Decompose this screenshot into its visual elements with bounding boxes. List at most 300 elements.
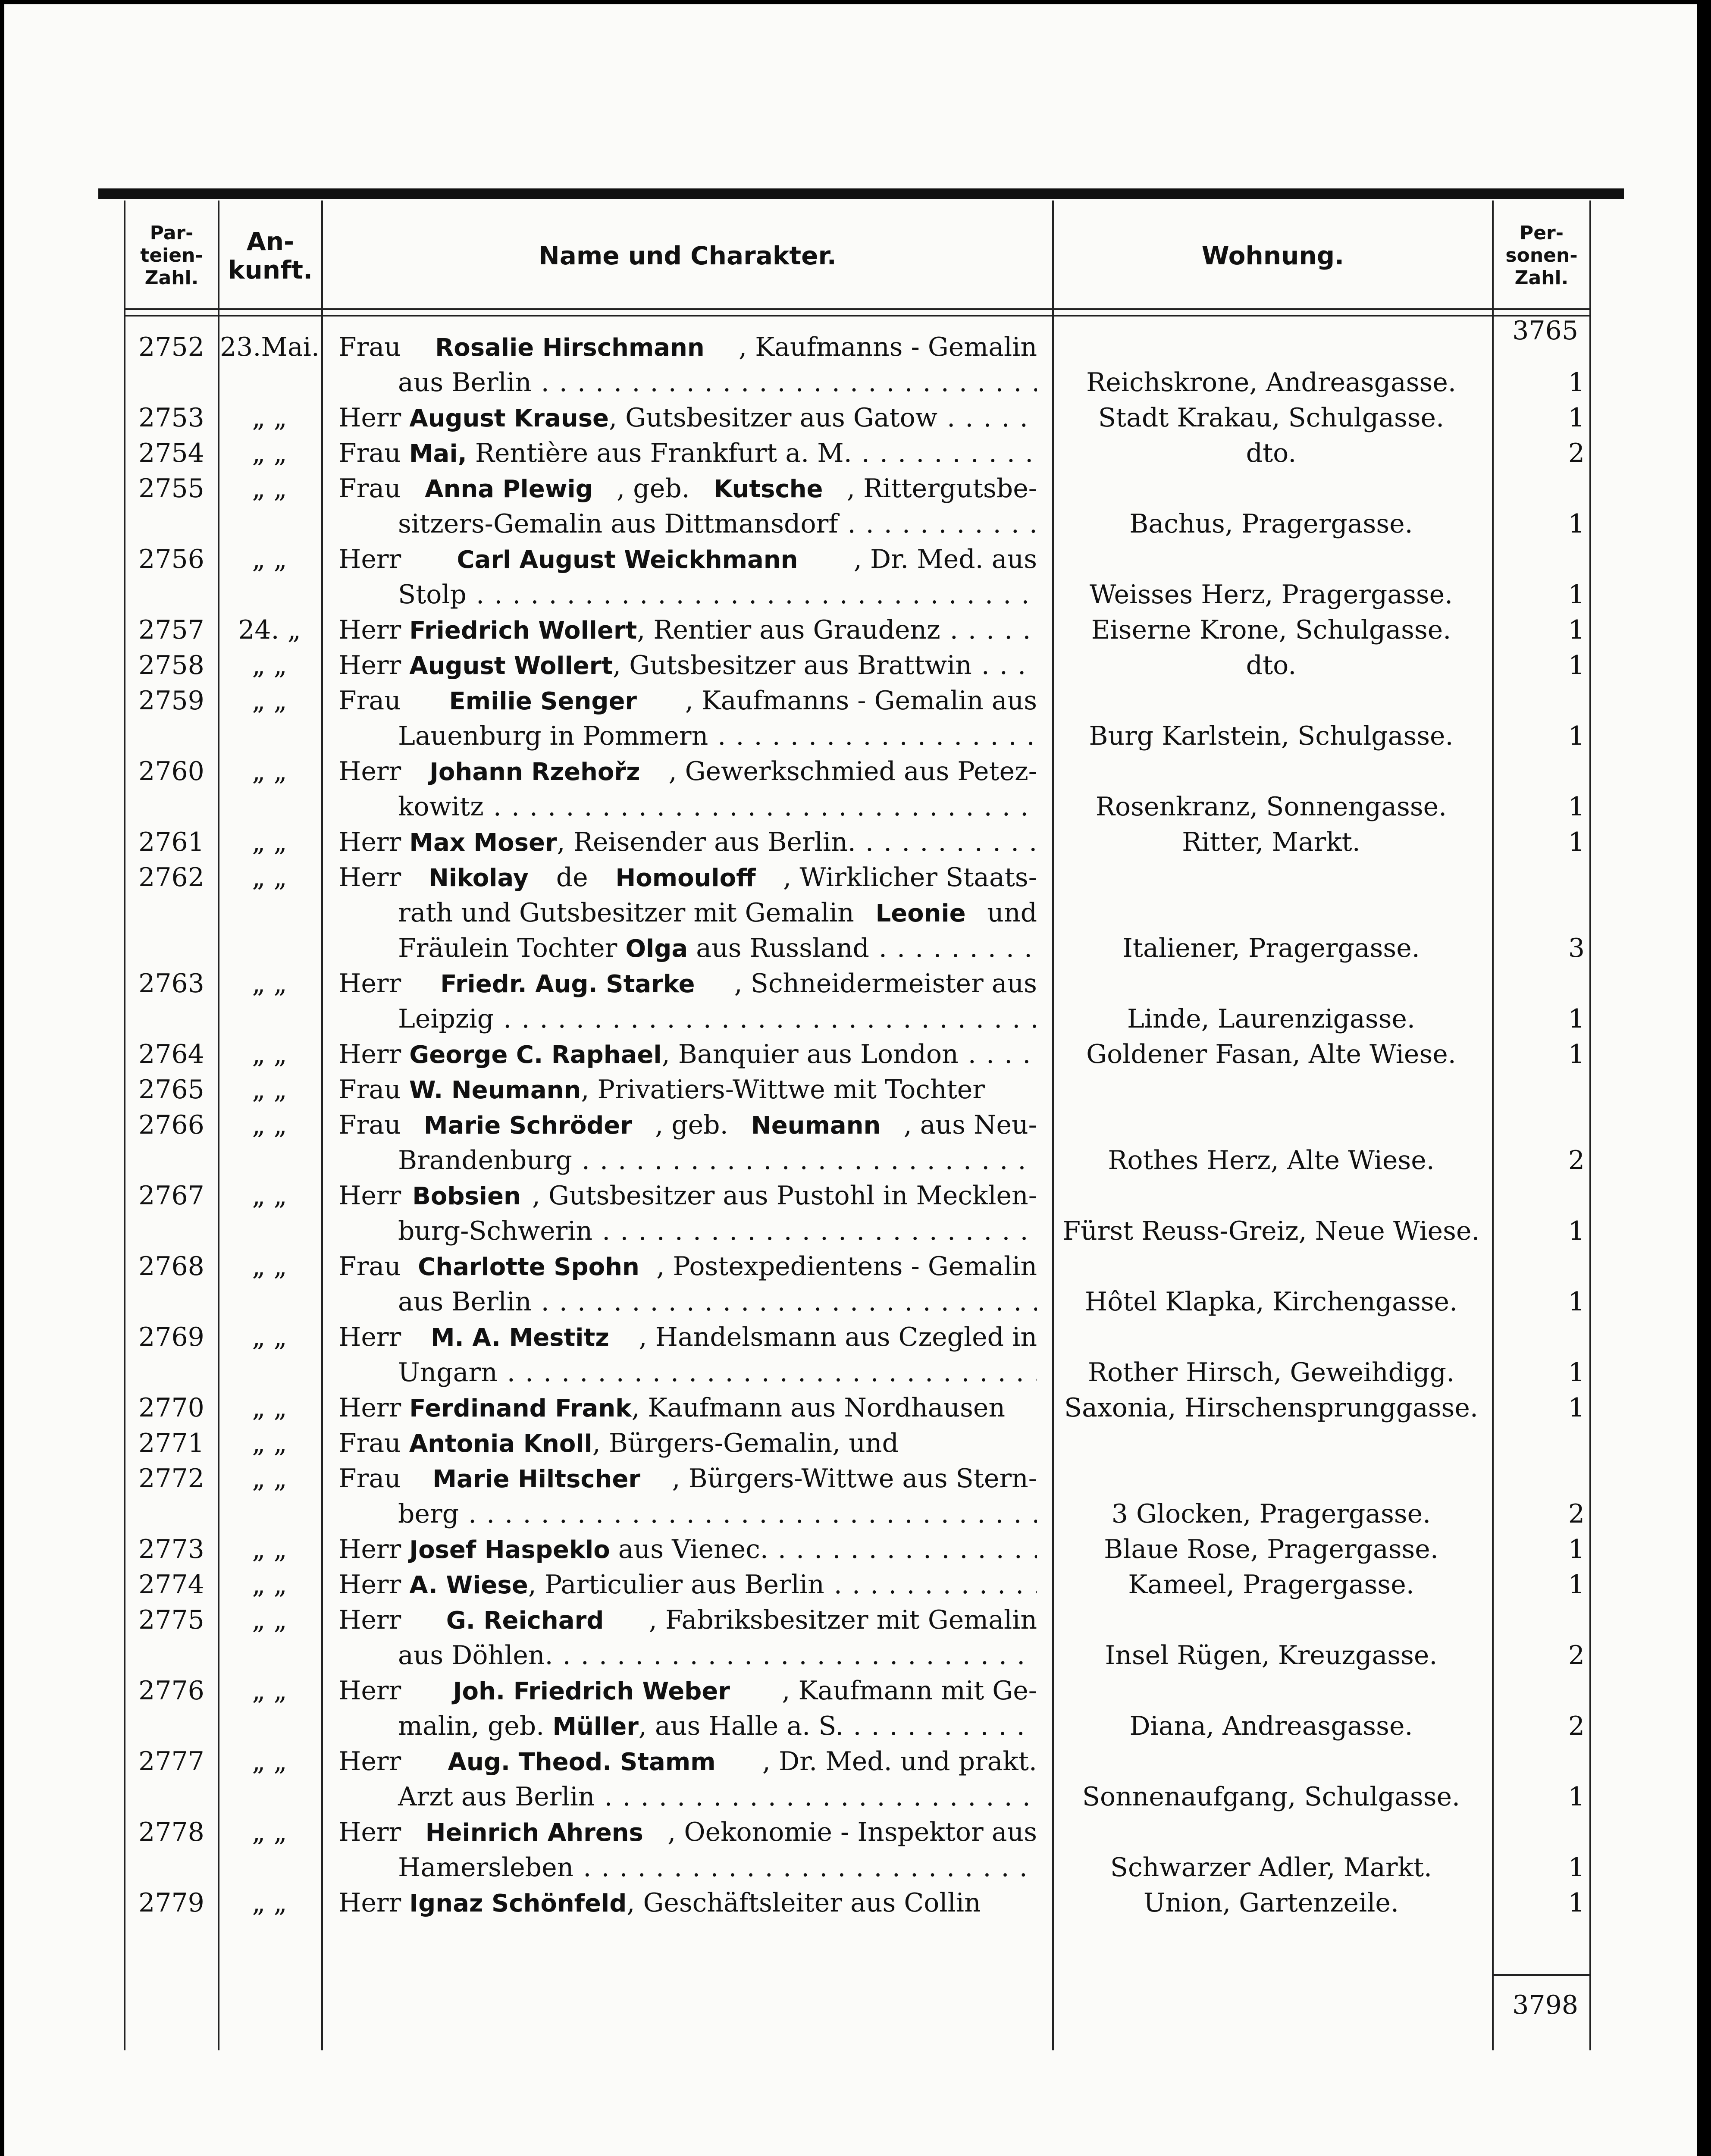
residence: Fürst Reuss-Greiz, Neue Wiese. xyxy=(1062,1216,1480,1246)
name-line xyxy=(338,612,1037,648)
ledger-row xyxy=(4,1072,1697,1107)
name-line xyxy=(338,1779,1037,1814)
ledger-row xyxy=(4,400,1697,436)
name-text: Herr xyxy=(338,862,401,893)
person-count: 1 xyxy=(1568,1039,1585,1069)
name-text: , Gewerkschmied aus Petez- xyxy=(668,756,1037,787)
name-text: , Fabriksbesitzer mit Gemalin xyxy=(649,1605,1037,1635)
name-text: Fräulein Tochter xyxy=(398,933,626,963)
name-text: kowitz xyxy=(398,792,484,822)
person-name: Heinrich Ahrens xyxy=(425,1819,643,1847)
name-text: Herr xyxy=(338,650,410,680)
name-text: , Kaufmann aus Nordhausen xyxy=(631,1393,1006,1423)
ledger-row xyxy=(4,1885,1697,1921)
name-line xyxy=(338,365,1037,400)
name-character xyxy=(338,436,1037,471)
party-number: 2768 xyxy=(138,1251,204,1282)
arrival-date: „ „ xyxy=(252,1110,287,1140)
person-name: Charlotte Spohn xyxy=(418,1253,639,1281)
name-text: , Dr. Med. und prakt. xyxy=(762,1746,1037,1777)
residence: Burg Karlstein, Schulgasse. xyxy=(1089,721,1454,751)
header-personen: Per- sonen- Zahl. xyxy=(1505,222,1578,289)
party-number: 2766 xyxy=(138,1110,204,1140)
name-text: Herr xyxy=(338,1181,401,1211)
name-line xyxy=(338,1107,1037,1143)
name-text: Herr xyxy=(338,1322,401,1352)
name-text: aus Berlin xyxy=(398,367,532,398)
arrival-date: „ „ xyxy=(252,1428,287,1458)
person-count: 2 xyxy=(1568,1711,1585,1741)
person-name: George C. Raphael xyxy=(409,1041,662,1069)
name-line xyxy=(338,436,1037,471)
ledger-row xyxy=(4,1744,1697,1814)
name-text: de xyxy=(556,862,588,893)
person-name: Neumann xyxy=(751,1112,881,1140)
person-count: 1 xyxy=(1568,721,1585,751)
person-count: 2 xyxy=(1568,438,1585,468)
name-text: Frau xyxy=(338,438,409,468)
arrival-date: „ „ xyxy=(252,1746,287,1777)
name-character xyxy=(338,1602,1037,1673)
name-text: rath und Gutsbesitzer mit Gemalin xyxy=(398,898,854,928)
name-text: , Privatiers-Wittwe mit Tochter xyxy=(581,1075,985,1105)
arrival-date: „ „ xyxy=(252,1888,287,1918)
party-number: 2764 xyxy=(138,1039,204,1069)
ledger-row xyxy=(4,436,1697,471)
ledger-row xyxy=(4,612,1697,648)
name-text: Herr xyxy=(338,1039,410,1069)
party-number: 2752 xyxy=(138,332,204,362)
ledger-row xyxy=(4,542,1697,612)
party-number: 2779 xyxy=(138,1888,204,1918)
name-line xyxy=(338,824,1037,860)
name-line xyxy=(338,506,1037,542)
name-text: aus Russland xyxy=(688,933,869,963)
ledger-row xyxy=(4,1461,1697,1532)
residence: Sonnenaufgang, Schulgasse. xyxy=(1082,1782,1460,1812)
person-count: 2 xyxy=(1568,1499,1585,1529)
party-number: 2755 xyxy=(138,473,204,504)
arrival-date: „ „ xyxy=(252,1570,287,1600)
name-text: , aus Halle a. S. xyxy=(638,1711,844,1741)
name-character xyxy=(338,1390,1037,1426)
party-number: 2772 xyxy=(138,1463,204,1494)
person-name: Friedrich Wollert xyxy=(409,617,637,645)
residence: Insel Rügen, Kreuzgasse. xyxy=(1105,1640,1438,1670)
name-text: Herr xyxy=(338,1888,410,1918)
residence: 3 Glocken, Pragergasse. xyxy=(1111,1499,1431,1529)
person-name: Bobsien xyxy=(412,1182,521,1210)
name-text: Herr xyxy=(338,403,410,433)
person-name: Homouloff xyxy=(615,864,756,892)
name-line xyxy=(338,1001,1037,1037)
name-text: , geb. xyxy=(617,473,690,504)
name-text: Herr xyxy=(338,615,410,645)
arrival-date: „ „ xyxy=(252,650,287,680)
ledger-row xyxy=(4,471,1697,542)
ledger-row xyxy=(4,1249,1697,1319)
person-count: 1 xyxy=(1568,792,1585,822)
arrival-date: „ „ xyxy=(252,1534,287,1564)
party-number: 2757 xyxy=(138,615,204,645)
name-text: Arzt aus Berlin xyxy=(398,1782,595,1812)
name-line xyxy=(338,1355,1037,1390)
name-line xyxy=(338,329,1037,365)
person-count: 1 xyxy=(1568,1287,1585,1317)
residence: Diana, Andreasgasse. xyxy=(1129,1711,1413,1741)
residence: Bachus, Pragergasse. xyxy=(1129,509,1413,539)
name-line xyxy=(338,718,1037,754)
name-line xyxy=(338,577,1037,612)
header-rule-1 xyxy=(124,308,1591,310)
residence: Kameel, Pragergasse. xyxy=(1128,1570,1414,1600)
name-text: Herr xyxy=(338,1605,401,1635)
party-number: 2774 xyxy=(138,1570,204,1600)
person-name: Nikolay xyxy=(428,864,529,892)
person-count: 1 xyxy=(1568,1393,1585,1423)
ledger-row xyxy=(4,329,1697,400)
person-name: Antonia Knoll xyxy=(409,1430,592,1458)
name-character xyxy=(338,1072,1037,1107)
name-character xyxy=(338,860,1037,966)
name-line xyxy=(338,1390,1037,1426)
name-text: Frau xyxy=(338,332,401,362)
residence: Union, Gartenzeile. xyxy=(1143,1888,1399,1918)
person-name: Friedr. Aug. Starke xyxy=(440,970,695,998)
ledger-row xyxy=(4,1673,1697,1744)
residence: Reichskrone, Andreasgasse. xyxy=(1086,367,1456,398)
arrival-date: „ „ xyxy=(252,1322,287,1352)
name-text: Herr xyxy=(338,1746,401,1777)
name-text: , aus Neu- xyxy=(903,1110,1037,1140)
name-text: Hamersleben xyxy=(398,1852,574,1883)
name-character xyxy=(338,471,1037,542)
name-line xyxy=(338,1178,1037,1213)
name-text: Frau xyxy=(338,1428,409,1458)
name-text: , Gutsbesitzer aus Pustohl in Mecklen- xyxy=(532,1181,1037,1211)
name-line xyxy=(338,1072,1037,1107)
name-text: sitzers-Gemalin aus Dittmansdorf xyxy=(398,509,838,539)
party-number: 2769 xyxy=(138,1322,204,1352)
person-name: August Krause xyxy=(409,404,609,432)
arrival-date: „ „ xyxy=(252,1817,287,1847)
residence: Blaue Rose, Pragergasse. xyxy=(1104,1534,1438,1564)
party-number: 2753 xyxy=(138,403,204,433)
person-count: 1 xyxy=(1568,1888,1585,1918)
residence: Rosenkranz, Sonnengasse. xyxy=(1095,792,1447,822)
name-line xyxy=(338,648,1037,683)
person-name: Joh. Friedrich Weber xyxy=(453,1677,730,1705)
name-character xyxy=(338,1107,1037,1178)
party-number: 2777 xyxy=(138,1746,204,1777)
name-text: , Oekonomie - Inspektor aus xyxy=(667,1817,1037,1847)
name-text: , Geschäftsleiter aus Collin xyxy=(627,1888,981,1918)
party-number: 2767 xyxy=(138,1181,204,1211)
person-name: Anna Plewig xyxy=(425,475,593,503)
header-ankunft: An- kunft. xyxy=(228,226,313,285)
ledger-row xyxy=(4,1319,1697,1390)
arrival-date: „ „ xyxy=(252,827,287,857)
party-number: 2771 xyxy=(138,1428,204,1458)
name-text: Frau xyxy=(338,686,401,716)
person-name: Müller xyxy=(552,1713,639,1741)
residence: Weisses Herz, Pragergasse. xyxy=(1089,580,1453,610)
name-text: Frau xyxy=(338,1075,409,1105)
name-text: Herr xyxy=(338,1393,410,1423)
name-text: , Bürgers-Gemalin, und xyxy=(592,1428,899,1458)
name-text: Ungarn xyxy=(398,1357,498,1388)
name-line xyxy=(338,1814,1037,1850)
person-name: Rosalie Hirschmann xyxy=(435,334,705,362)
residence: Italiener, Pragergasse. xyxy=(1122,933,1420,963)
name-line xyxy=(338,754,1037,789)
arrival-date: „ „ xyxy=(252,438,287,468)
ledger-row xyxy=(4,1602,1697,1673)
name-text: Herr xyxy=(338,1570,410,1600)
ledger-row xyxy=(4,1037,1697,1072)
person-name: Carl August Weickhmann xyxy=(457,546,798,574)
person-name: Marie Schröder xyxy=(423,1112,632,1140)
name-text: Herr xyxy=(338,1817,401,1847)
person-count: 1 xyxy=(1568,509,1585,539)
name-line xyxy=(338,1249,1037,1284)
name-character xyxy=(338,1532,1037,1567)
name-text: Herr xyxy=(338,968,401,999)
arrival-date: „ „ xyxy=(252,1039,287,1069)
name-text: Frau xyxy=(338,1463,401,1494)
arrival-date: „ „ xyxy=(252,968,287,999)
name-line xyxy=(338,542,1037,577)
arrival-date: „ „ xyxy=(252,544,287,574)
name-text: Herr xyxy=(338,1676,401,1706)
party-number: 2770 xyxy=(138,1393,204,1423)
ledger-row xyxy=(4,966,1697,1037)
ledger-row xyxy=(4,1178,1697,1249)
arrival-date: „ „ xyxy=(252,403,287,433)
name-text: aus Berlin xyxy=(398,1287,532,1317)
name-character xyxy=(338,824,1037,860)
party-number: 2775 xyxy=(138,1605,204,1635)
name-character xyxy=(338,1744,1037,1814)
carry-total: 3765 xyxy=(1512,316,1578,346)
name-text: , Postexpedientens - Gemalin xyxy=(656,1251,1037,1282)
party-number: 2762 xyxy=(138,862,204,893)
arrival-date: „ „ xyxy=(252,473,287,504)
person-count: 1 xyxy=(1568,1570,1585,1600)
name-character xyxy=(338,966,1037,1037)
name-line xyxy=(338,1744,1037,1779)
person-count: 1 xyxy=(1568,615,1585,645)
name-line xyxy=(338,1496,1037,1532)
arrival-date: „ „ xyxy=(252,1676,287,1706)
arrival-date: „ „ xyxy=(252,756,287,787)
party-number: 2754 xyxy=(138,438,204,468)
ledger-row xyxy=(4,1107,1697,1178)
name-text: , Kaufmann mit Ge- xyxy=(782,1676,1037,1706)
name-text: Frau xyxy=(338,473,401,504)
name-line xyxy=(338,1850,1037,1885)
name-line xyxy=(338,1885,1037,1921)
name-text: Herr xyxy=(338,827,410,857)
arrival-date: „ „ xyxy=(252,1605,287,1635)
name-line xyxy=(338,1461,1037,1496)
name-line xyxy=(338,1602,1037,1638)
name-character xyxy=(338,648,1037,683)
name-character xyxy=(338,1567,1037,1602)
name-line xyxy=(338,683,1037,718)
arrival-date: „ „ xyxy=(252,1393,287,1423)
ledger-row xyxy=(4,1390,1697,1426)
header-rule-2 xyxy=(124,315,1591,317)
name-line xyxy=(338,1213,1037,1249)
name-text: und xyxy=(987,898,1037,928)
person-count: 1 xyxy=(1568,367,1585,398)
name-text: Rentière aus Frankfurt a. M. xyxy=(467,438,852,468)
person-name: Josef Haspeklo xyxy=(409,1536,610,1564)
party-number: 2756 xyxy=(138,544,204,574)
name-line xyxy=(338,895,1037,931)
page xyxy=(4,4,1697,2156)
party-number: 2763 xyxy=(138,968,204,999)
name-line xyxy=(338,789,1037,824)
person-count: 1 xyxy=(1568,1357,1585,1388)
ledger-row xyxy=(4,1567,1697,1602)
name-text: aus Döhlen. xyxy=(398,1640,553,1670)
person-name: A. Wiese xyxy=(409,1571,528,1599)
person-name: Mai, xyxy=(409,440,467,468)
name-character xyxy=(338,754,1037,824)
name-text: , Rittergutsbe- xyxy=(846,473,1037,504)
name-text: malin, geb. xyxy=(398,1711,553,1741)
ledger-row xyxy=(4,1426,1697,1461)
name-text: Herr xyxy=(338,544,401,574)
person-name: G. Reichard xyxy=(446,1607,604,1635)
party-number: 2759 xyxy=(138,686,204,716)
name-text: , Reisender aus Berlin. xyxy=(557,827,856,857)
person-count: 1 xyxy=(1568,827,1585,857)
person-name: Marie Hiltscher xyxy=(432,1465,641,1493)
name-line xyxy=(338,1426,1037,1461)
name-line xyxy=(338,860,1037,895)
arrival-date: „ „ xyxy=(252,686,287,716)
residence: Eiserne Krone, Schulgasse. xyxy=(1091,615,1451,645)
name-text: , Gutsbesitzer aus Brattwin xyxy=(613,650,972,680)
name-character xyxy=(338,1249,1037,1319)
name-text: Lauenburg in Pommern xyxy=(398,721,708,751)
name-text: berg xyxy=(398,1499,459,1529)
name-line xyxy=(338,1673,1037,1708)
name-line xyxy=(338,931,1037,966)
name-character xyxy=(338,400,1037,436)
name-character xyxy=(338,1178,1037,1249)
person-count: 3 xyxy=(1568,933,1585,963)
person-count: 1 xyxy=(1568,1782,1585,1812)
person-name: Johann Rzehořz xyxy=(429,758,640,786)
person-name: W. Neumann xyxy=(409,1076,581,1104)
name-character xyxy=(338,329,1037,400)
person-name: M. A. Mestitz xyxy=(430,1324,609,1352)
name-text: Brandenburg xyxy=(398,1145,572,1175)
person-name: August Wollert xyxy=(409,652,613,680)
name-text: , Kaufmanns - Gemalin xyxy=(739,332,1037,362)
person-count: 1 xyxy=(1568,403,1585,433)
name-character xyxy=(338,1814,1037,1885)
person-name: Max Moser xyxy=(409,829,557,857)
name-text: , Particulier aus Berlin xyxy=(528,1570,824,1600)
name-line xyxy=(338,1284,1037,1319)
residence: Hôtel Klapka, Kirchengasse. xyxy=(1084,1287,1458,1317)
name-text: , geb. xyxy=(655,1110,728,1140)
name-character xyxy=(338,683,1037,754)
residence: Rother Hirsch, Geweihdigg. xyxy=(1087,1357,1455,1388)
name-text: , Dr. Med. aus xyxy=(853,544,1037,574)
name-line xyxy=(338,471,1037,506)
person-count: 1 xyxy=(1568,1216,1585,1246)
party-number: 2773 xyxy=(138,1534,204,1564)
name-line xyxy=(338,1532,1037,1567)
name-text: , Schneidermeister aus xyxy=(734,968,1037,999)
name-text: , Handelsmann aus Czegled in xyxy=(639,1322,1037,1352)
residence: dto. xyxy=(1246,438,1297,468)
arrival-date: 24. „ xyxy=(238,615,301,645)
person-name: Aug. Theod. Stamm xyxy=(448,1748,716,1776)
name-character xyxy=(338,1426,1037,1461)
name-line xyxy=(338,966,1037,1001)
person-count: 2 xyxy=(1568,1640,1585,1670)
name-character xyxy=(338,1461,1037,1532)
name-character xyxy=(338,612,1037,648)
name-text: aus Vienec. xyxy=(610,1534,768,1564)
ledger-row xyxy=(4,1814,1697,1885)
person-count: 1 xyxy=(1568,580,1585,610)
name-text: , Rentier aus Graudenz xyxy=(637,615,940,645)
residence: Stadt Krakau, Schulgasse. xyxy=(1098,403,1445,433)
name-text: , Gutsbesitzer aus Gatow xyxy=(609,403,938,433)
name-text: burg-Schwerin xyxy=(398,1216,593,1246)
name-character xyxy=(338,1037,1037,1072)
ledger-row xyxy=(4,648,1697,683)
name-line xyxy=(338,400,1037,436)
name-line xyxy=(338,1708,1037,1744)
header-parteien: Par- teien- Zahl. xyxy=(140,222,203,289)
arrival-date: „ „ xyxy=(252,862,287,893)
party-number: 2778 xyxy=(138,1817,204,1847)
ledger-row xyxy=(4,754,1697,824)
name-text: Herr xyxy=(338,1534,410,1564)
ledger-row xyxy=(4,683,1697,754)
name-character xyxy=(338,542,1037,612)
ledger-row xyxy=(4,1532,1697,1567)
name-character xyxy=(338,1319,1037,1390)
residence: Rothes Herz, Alte Wiese. xyxy=(1108,1145,1435,1175)
arrival-date: „ „ xyxy=(252,1181,287,1211)
total-rule xyxy=(1492,1974,1591,1976)
person-name: Kutsche xyxy=(714,475,823,503)
header-wohnung: Wohnung. xyxy=(1201,241,1344,270)
arrival-date: 23.Mai. xyxy=(220,332,320,362)
residence: Linde, Laurenzigasse. xyxy=(1127,1004,1415,1034)
person-name: Ignaz Schönfeld xyxy=(409,1890,627,1918)
person-name: Leonie xyxy=(875,899,966,928)
name-text: , Banquier aus London xyxy=(661,1039,959,1069)
residence: Saxonia, Hirschensprunggasse. xyxy=(1064,1393,1478,1423)
party-number: 2758 xyxy=(138,650,204,680)
name-character xyxy=(338,1673,1037,1744)
header-name: Name und Charakter. xyxy=(539,241,837,270)
arrival-date: „ „ xyxy=(252,1463,287,1494)
person-count: 2 xyxy=(1568,1145,1585,1175)
name-line xyxy=(338,1037,1037,1072)
